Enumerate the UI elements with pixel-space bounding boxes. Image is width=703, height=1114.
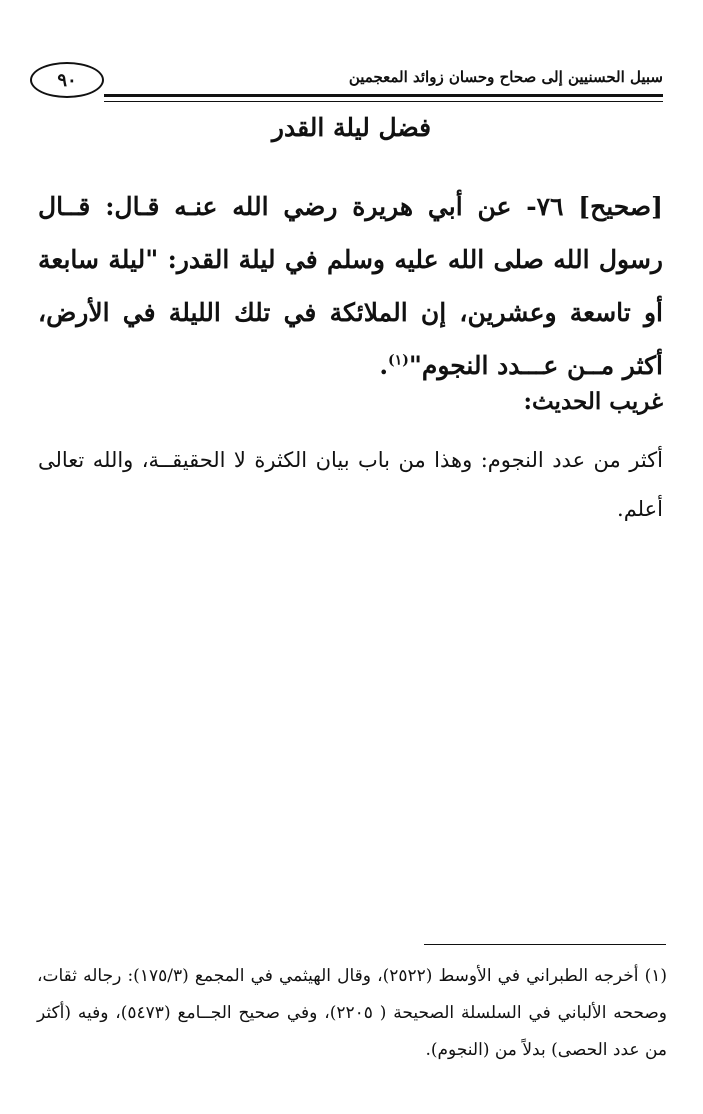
footnote-text: (١) أخرجه الطبراني في الأوسط (٢٥٢٢)، وقال الهيثمي في المجمع (١٧٥/٣): رجاله ثقات، وصححه الألباني في السلسلة الصحيحة ( ٢٢٠٥)، وفي صحيح الجــامع (٥٤٧٣)، وفيه (أكثر من عدد الحصى) بدلاً من (النجوم).: [37, 966, 668, 1060]
gharib-heading: غريب الحديث:: [523, 388, 663, 415]
section-title: فضل ليلة القدر: [271, 113, 432, 142]
header-rule-thin: [104, 101, 663, 102]
page-number: [30, 62, 104, 98]
header-rule: [104, 94, 663, 97]
running-header: سبيل الحسنيين إلى صحاح وحسان زوائد المعجمين: [348, 68, 663, 86]
hadith-closing: .: [379, 351, 389, 380]
hadith-body: [صحيح] ٧٦- عن أبي هريرة رضي الله عنـه قـال: قــال رسول الله صلى الله عليه وسلم في ليلة القدر: "ليلة سابعة أو تاسعة وعشرين، إن الملائكة في تلك الليلة في الأرض، أكثر مــن عـــدد النجوم": [38, 192, 663, 380]
page-number-text: ٩٠: [57, 69, 77, 91]
footnote-separator: [424, 944, 666, 945]
hadith-text: [38, 180, 663, 392]
footnote-marker: (١): [388, 352, 409, 369]
gharib-text: أكثر من عدد النجوم: وهذا من باب بيان الكثرة لا الحقيقــة، والله تعالى أعلم.: [38, 448, 663, 521]
